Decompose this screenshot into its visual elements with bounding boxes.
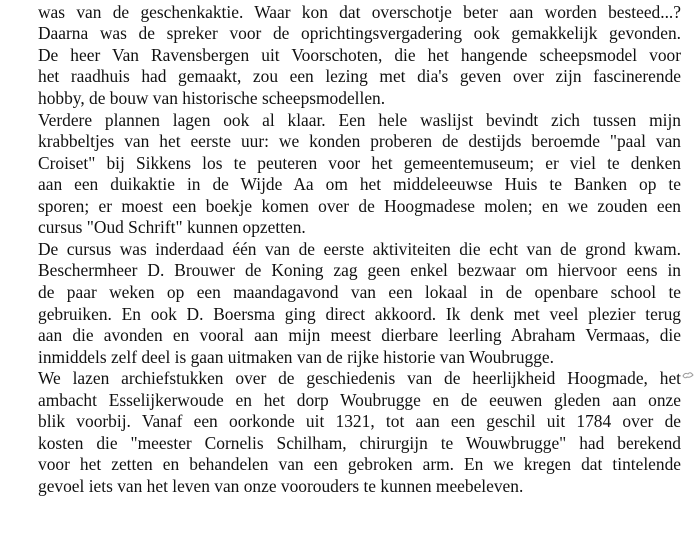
text-line: aan een duikaktie in de Wijde Aa om het middeleeuwse Huis te Banken op te [38,174,681,194]
text-line: cursus "Oud Schrift" kunnen opzetten. [38,217,306,237]
text-line: krabbeltjes van het eerste uur: we konden proberen de destijds beroemde "paal van [38,131,681,151]
text-line: het raadhuis had gemaakt, zou een lezing met dia's geven over zijn fascinerende [38,66,681,86]
text-line: sporen; er moest een boekje komen over de Hoogmadese molen; en we zouden een [38,196,681,216]
text-line: ambacht Esselijkerwoude en het dorp Woubrugge en de eeuwen gleden aan onze [38,390,681,410]
text-line: de paar weken op een maandagavond van een lokaal in de openbare school te [38,282,681,302]
text-line: inmiddels zelf deel is gaan uitmaken van de rijke historie van Woubrugge. [38,347,554,367]
scan-smudge-icon [682,370,694,380]
text-line: We lazen archiefstukken over de geschiedenis van de heerlijkheid Hoogmade, het [38,368,681,388]
text-line: De heer Van Ravensbergen uit Voorschoten, die het hangende scheepsmodel voor [38,45,681,65]
text-line: aan die avonden en vooral aan mijn meest dierbare leerling Abraham Vermaas, die [38,325,681,345]
text-line: Beschermheer D. Brouwer de Koning zag geen enkel bezwaar om hiervoor eens in [38,260,681,280]
text-line: Croiset" bij Sikkens los te peuteren voor het gemeentemuseum; er viel te denken [38,153,681,173]
text-line: kosten die "meester Cornelis Schilham, chirurgijn te Wouwbrugge" had berekend [38,433,681,453]
text-line: was van de geschenkaktie. Waar kon dat overschotje beter aan worden besteed...? [38,2,681,22]
text-line: Daarna was de spreker voor de oprichtingsvergadering ook gemakkelijk gevonden. [38,23,681,43]
text-line: hobby, de bouw van historische scheepsmodellen. [38,88,386,108]
text-line: Verdere plannen lagen ook al klaar. Een hele waslijst bevindt zich tussen mijn [38,110,681,130]
text-line: gebruiken. En ook D. Boersma ging direct akkoord. Ik denk met veel plezier terug [38,304,681,324]
text-line: blik voorbij. Vanaf een oorkonde uit 1321, tot aan een geschil uit 1784 over de [38,411,681,431]
text-line: gevoel iets van het leven van onze voorouders te kunnen meebeleven. [38,476,524,496]
text-line: voor het zetten en behandelen van een gebroken arm. En we kregen dat tintelende [38,454,681,474]
text-line: De cursus was inderdaad één van de eerste aktiviteiten die echt van de grond kwam. [38,239,681,259]
